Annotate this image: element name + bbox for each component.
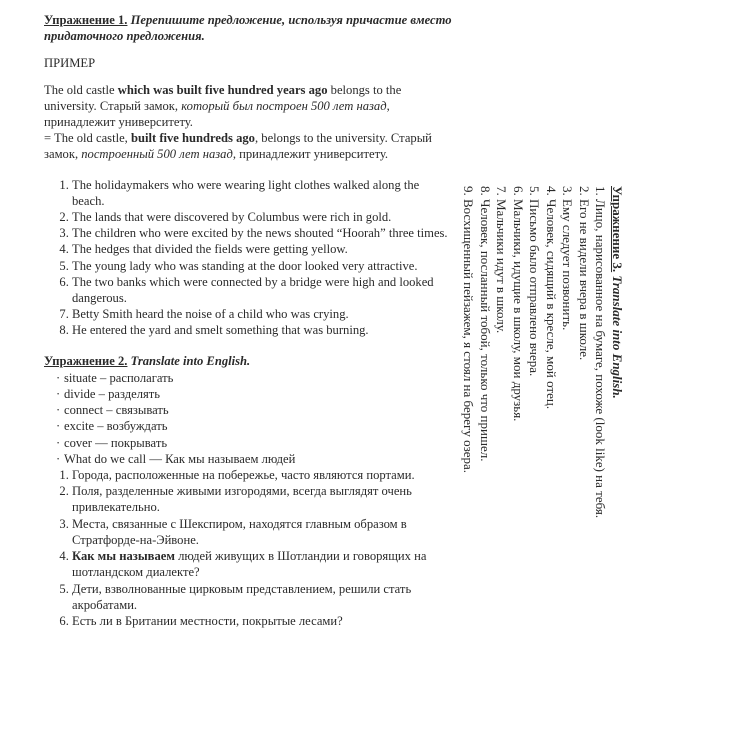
list-item [72,467,454,483]
sample-text: , belongs to the university. [254,131,388,146]
vocab-item: · situate – располагать [58,370,454,386]
sample-text: , принадлежит университету. [232,147,389,162]
sample-paragraph-2 [44,130,454,162]
list-item: 2. The lands that were discovered by Columbus were rich in gold. [72,209,454,225]
list-item: 5. The young lady who was standing at the door looked very attractive. [72,258,454,274]
vocab-item: · excite – возбуждать [58,418,454,434]
list-item: 3. The children who were excited by the news shouted “Hoorah” three times. [72,225,454,241]
sample-text: The old castle [44,82,118,97]
vocab-item: · divide – разделять [58,386,454,402]
vocabulary-list [44,370,454,467]
exercise-1-task: Перепишите предложение, используя причастие вместо придаточного предложения. [44,13,452,44]
sample-text: belongs to the university. [44,82,402,113]
list-item [72,613,454,629]
vocab-item: · What do we call — Как мы называем людей [58,451,454,467]
vocab-item: · connect – связывать [58,402,454,418]
exercise-1-number: Упражнение 1. [44,13,128,27]
sample-text: Старый замок, [44,131,432,162]
list-item: 7. Betty Smith heard the noise of a child who was crying. [72,306,454,322]
vocab-item: · cover — покрывать [58,435,454,451]
item-text: Есть ли в Британии местности, покрытые лесами? [72,613,343,628]
exercise-3-list [460,186,609,586]
sample-bold-participle: built five hundreds ago [130,131,255,146]
list-item: 8. Человек, посланный тобой, только что пришел. [478,186,493,462]
item-text: Места, связанные с Шекспиром, находятся главным образом в Стратфорде-на-Эйвоне. [72,516,407,547]
item-text: Города, расположенные на побережье, часто являются портами. [72,468,415,483]
list-item [72,516,454,548]
exercise-2-list [44,467,454,629]
exercise-3-title [609,186,626,586]
sample-text: , принадлежит университету. [44,98,390,130]
item-text: людей живущих в Шотландии и говорящих на шотландском диалекте? [72,549,427,580]
list-item: 5. Письмо было отправлено вчера. [527,186,543,377]
exercise-1-list [44,177,454,339]
list-item: 6. The two banks which were connected by a bridge were high and looked dangerous. [72,274,454,306]
list-item: 1. Лицо, нарисованное на бумаге, похоже (look like) на тебя. [593,186,609,519]
list-item [72,548,454,580]
list-item [72,581,454,613]
exercise-3-number: Упражнение 3. [610,186,625,273]
list-item: 2. Его не видели вчера в школе. [577,186,592,361]
item-bold: Как мы называем [72,549,175,564]
list-item: 8. He entered the yard and smelt something that was burning. [72,322,454,338]
exercise-3-content [460,186,625,586]
sample-text: = The old castle, [44,131,131,146]
sample-italic-participle: построенный 500 лет назад [81,147,233,162]
item-text: Поля, разделенные живыми изгородями, всегда выглядят очень привлекательно. [72,484,412,515]
exercise-2-number: Упражнение 2. [44,353,128,368]
list-item: 3. Ему следует позвонить. [560,186,576,331]
list-item: 7. Мальчики идут в школу. [494,186,510,334]
sample-italic-clause: который был построен 500 лет назад [181,98,387,113]
sample-label: ПРИМЕР [44,56,96,71]
exercise-3-task: Translate into English. [610,275,625,399]
sample-bold-clause: which was built five hundred years ago [117,82,328,97]
list-item [72,483,454,515]
list-item: 1. The holidaymakers who were wearing light clothes walked along the beach. [72,177,454,209]
exercise-2-title [44,353,454,369]
list-item: 9. Восхищенный пейзажем, я стоял на берегу озера. [461,186,477,474]
left-column [44,12,454,629]
sample-text: Старый замок, [96,98,182,113]
sample-paragraph-1 [44,82,454,131]
list-item: 4. Человек, сидящий в кресле, мой отец. [544,186,559,410]
list-item: 4. The hedges that divided the fields were getting yellow. [72,241,454,257]
exercise-3-rotated-block [461,186,625,586]
exercise-1-title [44,12,454,44]
exercise-2-task: Translate into English. [130,353,251,368]
item-text: Дети, взволнованные цирковым представлением, решили стать акробатами. [72,581,412,612]
list-item: 6. Мальчики, идущие в школу, мои друзья. [511,186,526,422]
